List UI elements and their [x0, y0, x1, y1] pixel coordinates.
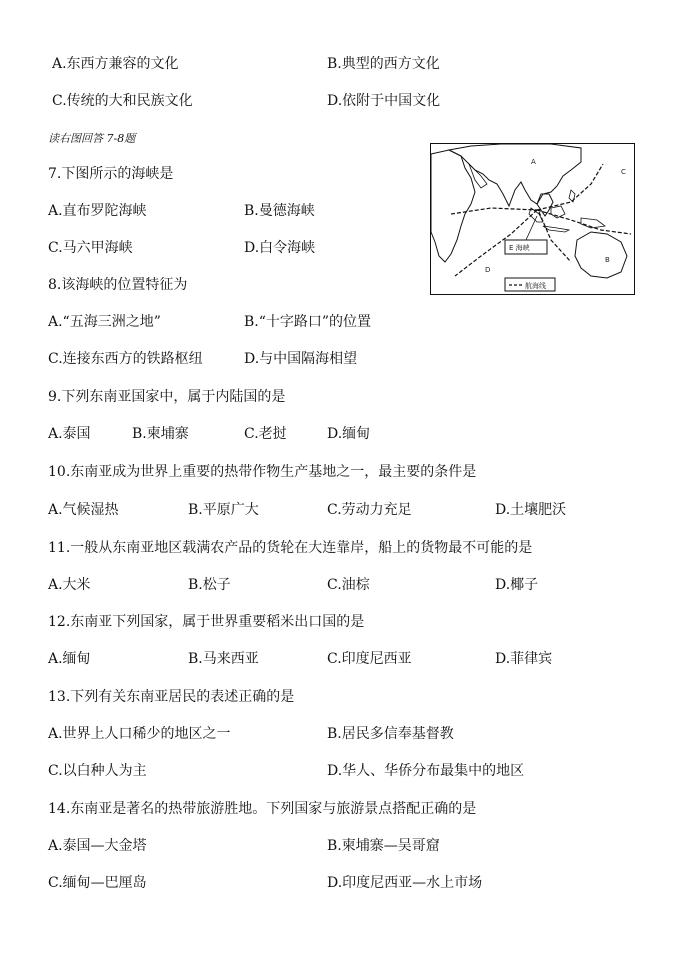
answer-option: B.马来西亚 [188, 651, 259, 667]
answer-option: A.世界上人口稀少的地区之一 [48, 726, 231, 742]
region-label-a: A [531, 158, 536, 166]
answer-option: D.白令海峡 [244, 240, 316, 256]
answer-option: D.印度尼西亚—水上市场 [327, 875, 483, 891]
strait-label: E 海峡 [509, 244, 530, 252]
answer-option: C.油棕 [327, 577, 370, 593]
region-label-d: D [485, 266, 491, 274]
answer-option: A.直布罗陀海峡 [48, 203, 147, 219]
answer-option: A.“五海三洲之地” [48, 314, 161, 330]
answer-option: A.缅甸 [48, 651, 91, 667]
answer-option: A.泰国 [48, 426, 91, 442]
answer-option: C.马六甲海峡 [48, 240, 133, 256]
answer-option: C.老挝 [244, 426, 287, 442]
answer-option: A.东西方兼容的文化 [52, 56, 179, 72]
answer-option: D.缅甸 [327, 426, 371, 442]
answer-option: B.平原广大 [188, 502, 259, 518]
question-line: 7.下图所示的海峡是 [48, 166, 174, 182]
region-label-c: C [621, 168, 626, 176]
answer-option: D.土壤肥沃 [495, 502, 567, 518]
answer-option: B.松子 [188, 577, 231, 593]
question-line: 11.一般从东南亚地区载满农产品的货轮在大连靠岸，船上的货物最不可能的是 [48, 540, 533, 556]
map-drawing [431, 144, 633, 293]
shipping-routes [451, 164, 631, 276]
answer-option: C.印度尼西亚 [327, 651, 412, 667]
answer-option: A.气候湿热 [48, 502, 119, 518]
answer-option: C.连接东西方的铁路枢纽 [48, 351, 203, 367]
question-line: 9.下列东南亚国家中，属于内陆国的是 [48, 389, 286, 405]
answer-option: B.柬埔寨—吴哥窟 [327, 838, 440, 854]
answer-option: D.与中国隔海相望 [244, 351, 358, 367]
question-line: 读右图回答 7-8题 [48, 132, 136, 145]
africa-landmass [431, 150, 475, 262]
answer-option: D.菲律宾 [495, 651, 553, 667]
answer-option: B.曼德海峡 [244, 203, 315, 219]
answer-option: C.以白种人为主 [48, 763, 147, 779]
answer-option: B.典型的西方文化 [327, 56, 440, 72]
answer-option: C.传统的大和民族文化 [52, 93, 193, 109]
answer-option: D.华人、华侨分布最集中的地区 [327, 763, 525, 779]
answer-option: A.大米 [48, 577, 91, 593]
answer-option: B.居民多信奉基督教 [327, 726, 454, 742]
answer-option: C.缅甸—巴厘岛 [48, 875, 147, 891]
region-label-b: B [605, 256, 610, 264]
answer-option: A.泰国—大金塔 [48, 838, 147, 854]
question-line: 8.该海峡的位置特征为 [48, 277, 188, 293]
australia-landmass [575, 232, 627, 278]
question-line: 13.下列有关东南亚居民的表述正确的是 [48, 689, 295, 705]
answer-option: B.“十字路口”的位置 [244, 314, 372, 330]
answer-option: D.椰子 [495, 577, 539, 593]
answer-option: D.依附于中国文化 [327, 93, 441, 109]
question-line: 12.东南亚下列国家，属于世界重要稻米出口国的是 [48, 614, 365, 630]
question-line: 10.东南亚成为世界上重要的热带作物生产基地之一，最主要的条件是 [48, 464, 477, 480]
answer-option: C.劳动力充足 [327, 502, 412, 518]
strait-map [430, 143, 635, 295]
answer-option: B.柬埔寨 [132, 426, 189, 442]
legend-label: 航海线 [525, 282, 546, 290]
question-line: 14.东南亚是著名的热带旅游胜地。下列国家与旅游景点搭配正确的是 [48, 801, 477, 817]
